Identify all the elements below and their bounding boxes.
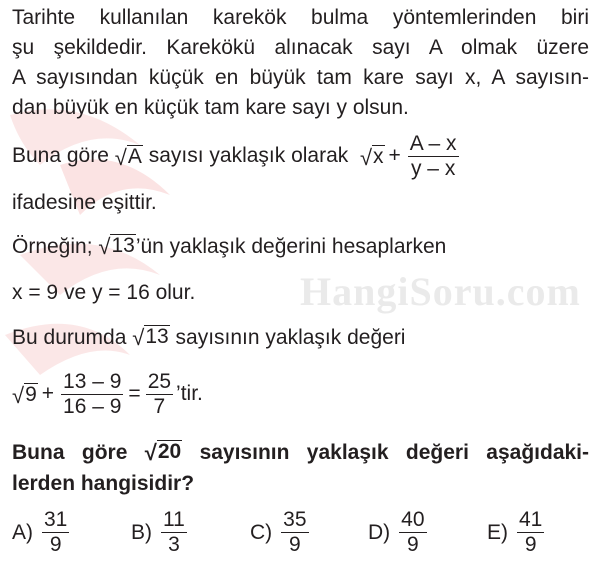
radical-symbol: √	[359, 144, 373, 170]
sqrt-A	[115, 145, 143, 168]
sqrt-x	[360, 145, 385, 168]
option-letter: E)	[487, 520, 508, 544]
fraction-numerator: 40	[401, 508, 425, 531]
example-suffix: ’ün yaklaşık değerini hesaplarken	[135, 235, 447, 258]
sqrt-A-radicand: A	[127, 144, 142, 168]
option-b[interactable]	[131, 508, 190, 557]
sqrt-20	[145, 440, 182, 463]
sqrt-13-b	[132, 325, 169, 348]
paragraph-line-4: dan büyük en küçük tam kare sayı y olsun.	[12, 96, 409, 119]
plus-sign: +	[388, 144, 401, 167]
result-line	[12, 366, 203, 422]
fraction-denominator: 9	[49, 533, 62, 556]
ifadesine-line: ifadesine eşittir.	[12, 191, 157, 214]
result-fraction-2	[146, 370, 173, 419]
fraction-numerator: 11	[163, 508, 185, 531]
fraction-denominator: 3	[168, 533, 180, 556]
question-prefix: Buna göre	[12, 441, 128, 464]
fraction-denominator: y – x	[410, 156, 456, 180]
example-prefix: Örneğin;	[12, 235, 93, 258]
example-line	[12, 234, 446, 259]
paragraph-line-2: şu şekildedir. Karekökü alınacak sayı A olmak üzere	[12, 36, 589, 59]
equals-sign: =	[128, 382, 141, 405]
result-fraction-1	[61, 370, 123, 419]
option-fraction	[399, 508, 426, 557]
fraction-denominator: 9	[407, 533, 419, 556]
fraction-numerator: A – x	[409, 131, 457, 155]
option-letter: B)	[131, 520, 152, 544]
paragraph-line-3: A sayısından küçük en büyük tam kare sayı x, A sayısın-	[12, 66, 589, 89]
sqrt-13-b-radicand: 13	[145, 325, 169, 348]
question-line-2: lerden hangisidir?	[12, 472, 195, 495]
question-line-1	[12, 440, 589, 465]
sqrt-13-radicand: 13	[111, 234, 135, 257]
option-fraction	[161, 508, 187, 557]
xy-line: x = 9 ve y = 16 olur.	[12, 281, 196, 304]
option-fraction	[517, 508, 544, 557]
radical-symbol: √	[144, 440, 157, 465]
sqrt-x-radicand: x	[373, 144, 384, 168]
radical-symbol: √	[98, 234, 111, 259]
option-letter: D)	[368, 520, 391, 544]
paragraph-line-1: Tarihte kullanılan karekök bulma yöntemlerinden biri	[12, 6, 589, 29]
bu-durumda-prefix: Bu durumda	[12, 326, 127, 349]
fraction-denominator: 9	[289, 533, 301, 556]
fraction-numerator: 13 – 9	[63, 369, 122, 393]
result-suffix: ’tir.	[176, 382, 203, 405]
fraction-numerator: 31	[44, 508, 68, 531]
radical-symbol: √	[132, 325, 145, 350]
option-letter: A)	[12, 520, 33, 544]
radical-symbol: √	[12, 382, 25, 408]
sqrt-13	[98, 234, 135, 257]
option-e[interactable]	[487, 508, 547, 557]
bu-durumda-suffix: sayısının yaklaşık değeri	[175, 326, 406, 349]
sqrt-9	[12, 383, 38, 406]
fraction-denominator: 9	[524, 533, 537, 556]
bu-durumda-line	[12, 325, 405, 350]
formula-line	[12, 128, 462, 184]
option-d[interactable]	[368, 508, 430, 557]
option-fraction	[281, 508, 308, 557]
option-c[interactable]	[250, 508, 312, 557]
option-a[interactable]	[12, 508, 72, 557]
fraction-numerator: 41	[519, 508, 543, 531]
fraction-numerator: 35	[283, 508, 307, 531]
plus-sign: +	[41, 382, 55, 405]
fraction-denominator: 16 – 9	[63, 394, 122, 418]
formula-middle: sayısı yaklaşık olarak	[148, 144, 349, 167]
radical-symbol: √	[114, 144, 127, 170]
fraction-denominator: 7	[153, 394, 166, 418]
formula-prefix: Buna göre	[12, 144, 109, 167]
question-line1-suffix: sayısının yaklaşık değeri aşağıdaki-	[199, 441, 590, 464]
sqrt-9-radicand: 9	[25, 382, 37, 406]
sqrt-20-radicand: 20	[157, 440, 182, 463]
option-letter: C)	[250, 520, 273, 544]
formula-fraction	[408, 132, 459, 181]
watermark-text: HangiSoru.com	[300, 269, 581, 314]
fraction-numerator: 25	[147, 369, 172, 393]
option-fraction	[42, 508, 69, 557]
